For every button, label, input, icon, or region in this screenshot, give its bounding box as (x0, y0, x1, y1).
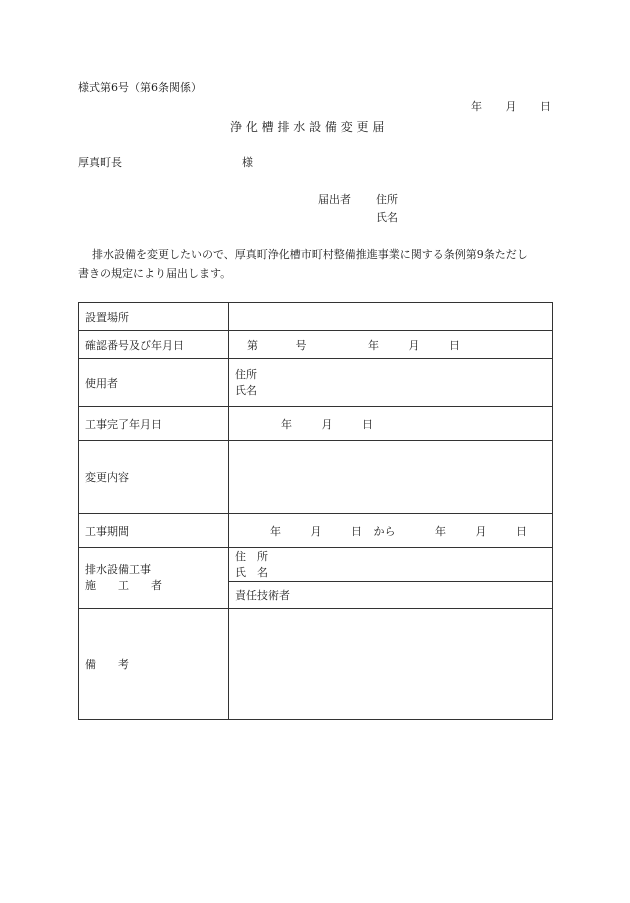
row-location (79, 303, 553, 331)
row-user (79, 359, 553, 407)
submission-date (471, 101, 551, 112)
period-month-end: 月 (475, 524, 487, 538)
changes-value (229, 441, 553, 514)
body-text-line-1: 排水設備を変更したいので、厚真町浄化槽市町村整備推進事業に関する条例第9条ただし (92, 248, 528, 261)
applicant-address-label: 住所 (376, 193, 398, 206)
period-month-start: 月 (310, 524, 322, 538)
confirmation-day: 日 (449, 338, 460, 352)
contractor-contact (229, 548, 553, 582)
changes-label: 変更内容 (79, 441, 229, 514)
applicant-label: 届出者 (318, 193, 351, 206)
page-title: 浄 化 槽 排 水 設 備 変 更 届 (230, 120, 385, 134)
remarks-value (229, 609, 553, 720)
row-remarks (79, 609, 553, 720)
period-day-end: 日 (516, 524, 527, 538)
date-year-label: 年 (471, 100, 482, 113)
date-month-label: 月 (505, 100, 517, 113)
period-year-end: 年 (435, 524, 446, 538)
user-name-label: 氏名 (235, 383, 257, 397)
confirmation-dai: 第 (247, 338, 258, 352)
addressee-suffix: 様 (242, 156, 253, 169)
user-value (229, 359, 553, 407)
addressee-name: 厚真町長 (78, 156, 122, 169)
row-contractor (79, 548, 553, 582)
contractor-label-line-1: 排水設備工事 (85, 563, 151, 576)
confirmation-year: 年 (368, 338, 379, 352)
user-address-label: 住所 (235, 367, 257, 381)
body-text-line-2: 書きの規定により届出します。 (78, 267, 232, 280)
period-from: から (373, 524, 396, 538)
period-year-start: 年 (270, 524, 281, 538)
contractor-engineer-label: 責任技術者 (229, 582, 553, 609)
form-number: 様式第6号（第6条関係） (78, 81, 202, 94)
confirmation-month: 月 (408, 338, 420, 352)
user-label: 使用者 (79, 359, 229, 407)
row-changes (79, 441, 553, 514)
location-label: 設置場所 (79, 303, 229, 331)
period-value (229, 514, 553, 548)
completion-day: 日 (362, 417, 373, 431)
row-period (79, 514, 553, 548)
row-confirmation (79, 331, 553, 359)
completion-year: 年 (281, 417, 292, 431)
completion-label: 工事完了年月日 (79, 407, 229, 441)
completion-value (229, 407, 553, 441)
remarks-label: 備 考 (79, 609, 229, 720)
row-completion (79, 407, 553, 441)
date-day-label: 日 (540, 100, 551, 113)
location-value (229, 303, 553, 331)
notification-form-table (78, 302, 553, 720)
confirmation-go: 号 (295, 338, 307, 352)
contractor-label (79, 548, 229, 609)
applicant-name-label: 氏名 (376, 211, 398, 224)
contractor-label-line-2: 施 工 者 (85, 579, 162, 592)
period-label: 工事期間 (79, 514, 229, 548)
confirmation-label: 確認番号及び年月日 (79, 331, 229, 359)
period-day-start: 日 (351, 524, 362, 538)
confirmation-value (229, 331, 553, 359)
completion-month: 月 (321, 417, 333, 431)
contractor-address-label: 住 所 (235, 549, 268, 563)
contractor-name-label: 氏 名 (235, 565, 268, 579)
